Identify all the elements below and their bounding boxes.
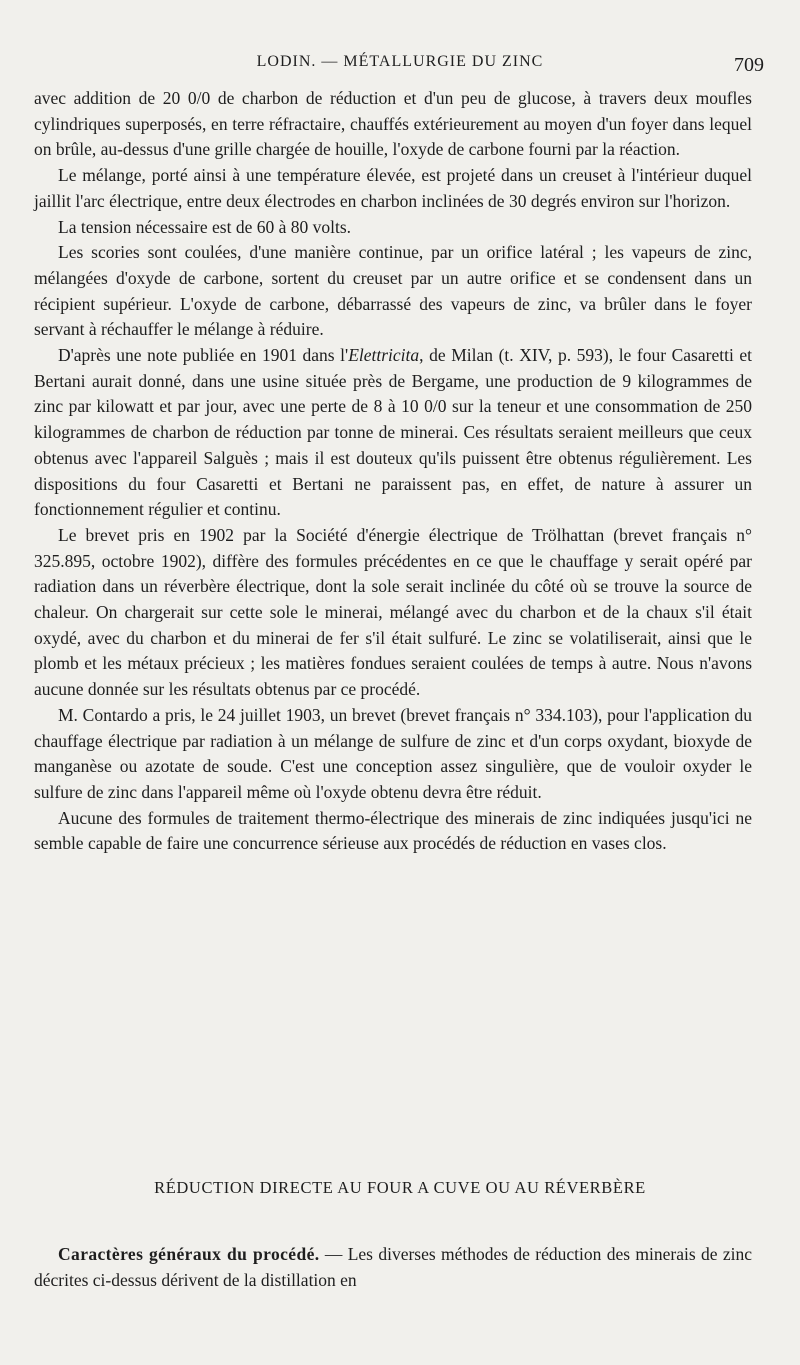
running-title: LODIN. — MÉTALLURGIE DU ZINC — [256, 53, 544, 70]
journal-title: Elettricita — [348, 345, 420, 366]
run-in-title: Caractères généraux du procédé. — [58, 1244, 320, 1264]
paragraph-elettricita — [34, 343, 752, 523]
paragraph-tension: La tension nécessaire est de 60 à 80 volts. — [58, 216, 352, 237]
paragraph-trolhattan: Le brevet pris en 1902 par la Société d'énergie électrique de Trölhattan (brevet français n° 325.895, octobre 1902), diffère des formules précédentes en ce que le chauffage y serait opéré par radiation dans un réverbère électrique, dont la sole serait inclinée du côté où se trouve la source de chaleur. On chargerait sur cette sole le minerai, mélangé avec du charbon et de la chaux s'il était oxydé, avec du charbon et du minerai de fer s'il était sulfuré. Le zinc se volatiliserait, ainsi que le plomb et les métaux précieux ; les matières fondues seraient coulées de temps à autre. Nous n'avons aucune donnée sur les résultats obtenus par ce procédé. — [34, 524, 752, 700]
section-intro — [34, 1242, 752, 1293]
section-heading: RÉDUCTION DIRECTE AU FOUR A CUVE OU AU RÉVERBÈRE — [154, 1178, 646, 1197]
paragraph-conclusion: Aucune des formules de traitement thermo-électrique des minerais de zinc indiquées jusqu'ici ne semble capable de faire une concurrence sérieuse aux procédés de réduction en vases clos. — [34, 807, 752, 854]
paragraph-elettricita-after: , de Milan (t. XIV, p. 593), le four Casaretti et Bertani aurait donné, dans une usine située près de Bergame, une production de 9 kilogrammes de zinc par kilowatt et par jour, avec une perte de 8 à 10 0/0 sur la teneur et une consommation de 250 kilogrammes de charbon de réduction par tonne de minerai. Ces résultats seraient meilleurs que ceux obtenus avec l'appareil Salguès ; mais il est douteux qu'ils puissent être obtenus régulièrement. Les dispositions du four Casaretti et Bertani ne paraissent pas, en effet, de nature à assurer un fonctionnement régulier et continu. — [34, 345, 753, 520]
run-in-text: — Les diverses méthodes de réduction des minerais de zinc décrites ci-dessus dérivent de la distillation en — [34, 1244, 752, 1290]
body-text — [34, 86, 752, 857]
paragraph-elettricita-before: D'après une note publiée en 1901 dans l' — [58, 345, 349, 366]
paragraph-melange: Le mélange, porté ainsi à une température élevée, est projeté dans un creuset à l'intérieur duquel jaillit l'arc électrique, entre deux électrodes en charbon inclinées de 30 degrés environ sur l'horizon. — [34, 165, 752, 211]
page-number: 709 — [734, 54, 764, 76]
paragraph-scories: Les scories sont coulées, d'une manière continue, par un orifice latéral ; les vapeurs de zinc, mélangées d'oxyde de carbone, sortent du creuset par un autre orifice et se condensent dans un récipient supérieur. L'oxyde de carbone, débarrassé des vapeurs de zinc, va brûler dans le foyer servant à réchauffer le mélange à réduire. — [34, 242, 752, 340]
running-head — [0, 50, 800, 80]
paragraph-contardo: M. Contardo a pris, le 24 juillet 1903, un brevet (brevet français n° 334.103), pour l'application du chauffage électrique par radiation à un mélange de sulfure de zinc et d'un corps oxydant, bioxyde de manganèse ou azotate de soude. C'est une conception assez singulière, que de vouloir oxyder le sulfure de zinc dans l'appareil même où l'oxyde obtenu devra être réduit. — [34, 704, 752, 802]
paragraph-continued: avec addition de 20 0/0 de charbon de réduction et d'un peu de glucose, à travers deux moufles cylindriques superposés, en terre réfractaire, chauffés extérieurement au moyen d'un foyer dans lequel on brûle, au-dessus d'une grille chargée de houille, l'oxyde de carbone fourni par la réaction. — [34, 88, 752, 160]
paragraph-caracteres — [34, 1242, 752, 1293]
